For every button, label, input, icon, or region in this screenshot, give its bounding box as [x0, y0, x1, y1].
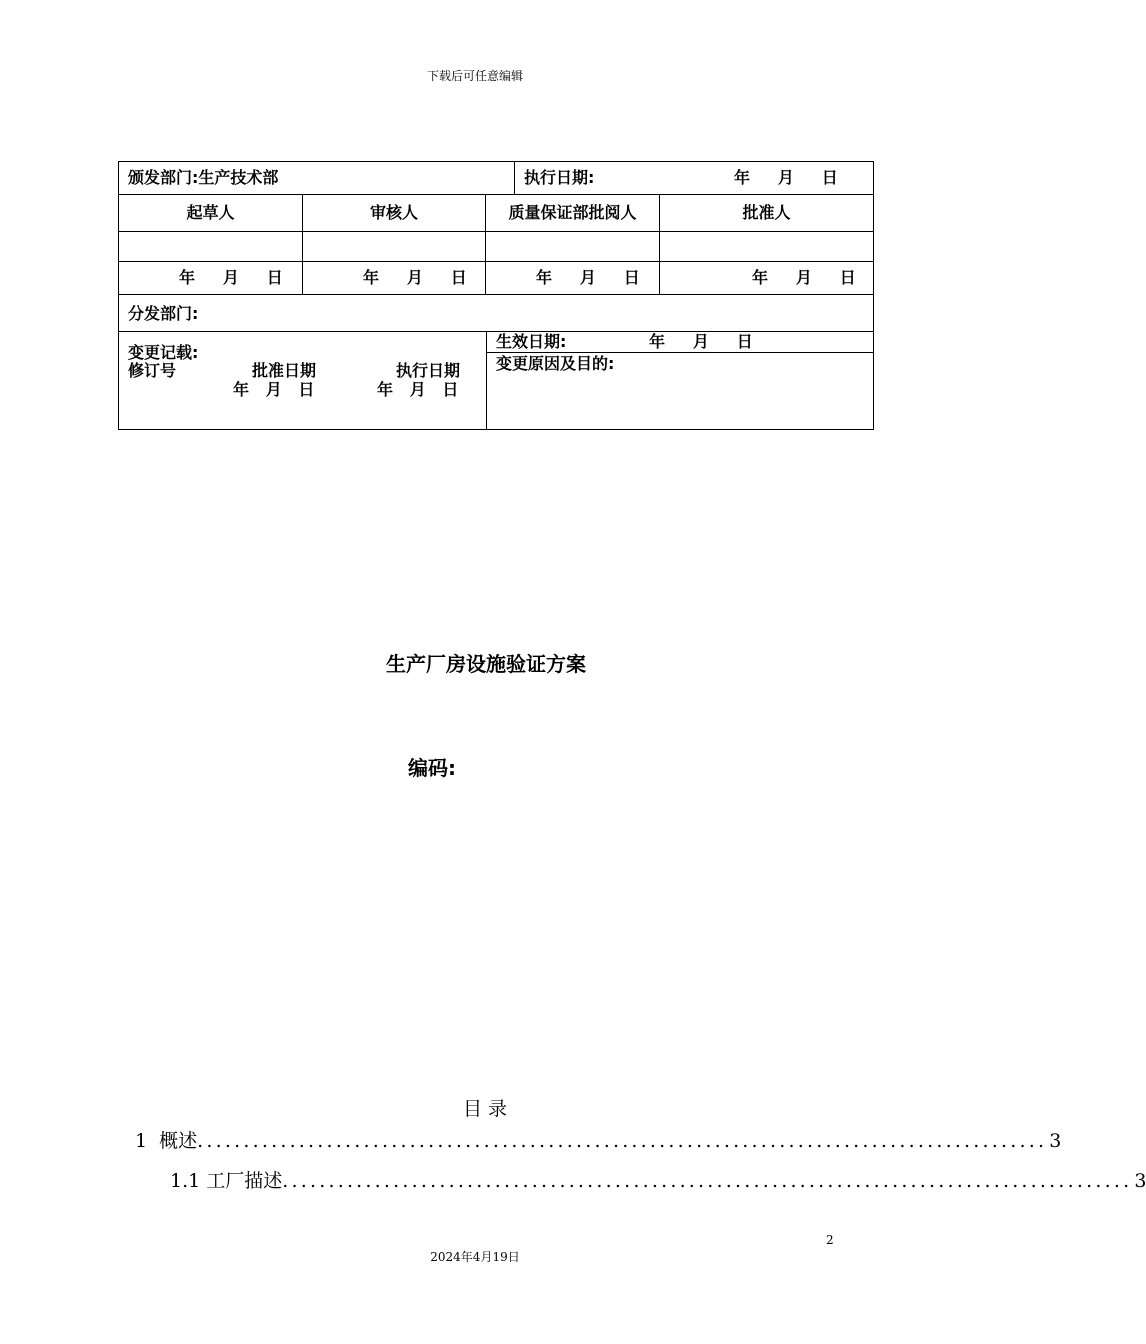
toc-heading: 目 录 [462, 1098, 508, 1120]
date-drafter: 年 月 日 [179, 268, 283, 287]
table-rule [119, 194, 873, 195]
revision-no-label: 修订号 [128, 361, 177, 380]
header-note: 下载后可任意编辑 [426, 69, 523, 83]
document-title: 生产厂房设施验证方案 [386, 652, 586, 676]
role-reviewer: 审核人 [369, 203, 418, 222]
table-rule [119, 294, 873, 295]
execute-date-ymd: 年 月 日 [377, 380, 459, 399]
execute-date-label: 执行日期 [396, 361, 461, 380]
signature-blank [119, 237, 302, 257]
change-record-label: 变更记载: [128, 343, 199, 362]
table-rule [119, 261, 873, 262]
role-qa-reviewer: 质量保证部批阅人 [508, 203, 637, 222]
effective-date-ymd: 年 月 日 [649, 332, 753, 351]
toc-entry[interactable] [170, 1169, 1146, 1193]
toc-entry-label: 1 概述 [135, 1130, 198, 1152]
page-number: 2 [826, 1233, 834, 1247]
exec-date-ymd: 年 月 日 [734, 168, 838, 187]
toc-entry[interactable] [135, 1129, 1062, 1153]
role-drafter: 起草人 [186, 203, 235, 222]
date-qa: 年 月 日 [536, 268, 640, 287]
role-approver: 批准人 [742, 203, 791, 222]
toc-entry-label: 1.1 工厂描述 [170, 1170, 283, 1192]
table-rule [514, 162, 515, 194]
table-rule [486, 331, 487, 429]
toc-entry-page: 3 [1134, 1170, 1146, 1192]
date-approver: 年 月 日 [752, 268, 856, 287]
change-reason-label: 变更原因及目的: [496, 354, 615, 373]
distribution-label: 分发部门: [128, 304, 199, 323]
issuing-dept: 颁发部门:生产技术部 [128, 168, 279, 187]
date-reviewer: 年 月 日 [363, 268, 467, 287]
footer-date: 2024年4月19日 [430, 1250, 520, 1264]
toc-leader-dots: ............................................................................................ [282, 1170, 1133, 1192]
effective-date-label: 生效日期: [496, 332, 567, 351]
approve-date-label: 批准日期 [252, 361, 317, 380]
table-rule [486, 352, 873, 353]
exec-date-label: 执行日期: [524, 168, 595, 187]
toc-entry-page: 3 [1049, 1130, 1062, 1152]
approval-form-table [118, 161, 874, 430]
approve-date-ymd: 年 月 日 [233, 380, 315, 399]
toc-leader-dots: ............................................................................................ [197, 1130, 1048, 1152]
code-label: 编码: [408, 756, 456, 780]
table-rule [119, 231, 873, 232]
